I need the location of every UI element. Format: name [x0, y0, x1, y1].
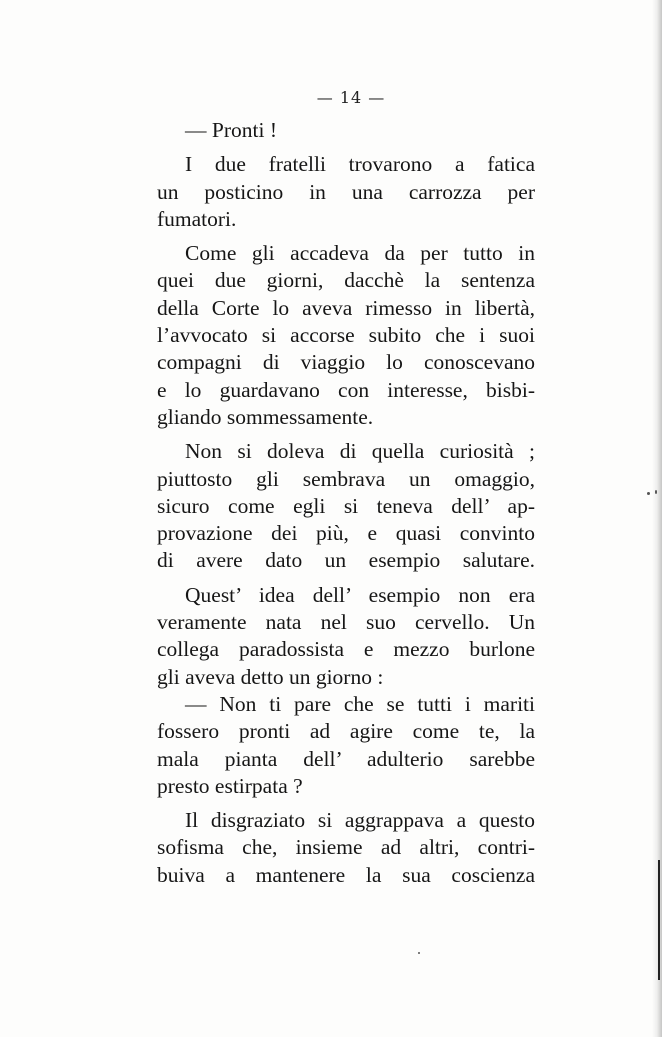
text-line: mala pianta dell’ adulterio sarebbe [157, 746, 535, 771]
text-line: I due fratelli trovarono a fatica [185, 152, 535, 177]
text-line: un posticino in una carrozza per [157, 179, 535, 204]
text-line: compagni di viaggio lo conoscevano [157, 350, 535, 375]
text-line: quei due giorni, dacchè la sentenza [157, 268, 535, 293]
text-line: sofisma che, insieme ad altri, contri- [157, 835, 535, 860]
text-line: — Non ti pare che se tutti i mariti [185, 691, 535, 716]
text-line: fumatori. [157, 206, 237, 231]
text-line: e lo guardavano con interesse, bisbi- [157, 377, 535, 402]
text-line: l’avvocato si accorse subito che i suoi [157, 323, 535, 348]
page-number: — 14 — [316, 88, 386, 107]
text-line: presto estirpata ? [157, 773, 303, 798]
text-line: fossero pronti ad agire come te, la [157, 719, 535, 744]
text-line: veramente nata nel suo cervello. Un [157, 610, 535, 635]
body-text [157, 117, 535, 889]
page-edge-shadow [652, 0, 662, 1037]
text-line: collega paradossista e mezzo burlone [157, 637, 535, 662]
text-line: gliando sommessamente. [157, 404, 374, 429]
text-line: di avere dato un esempio salutare. [157, 548, 535, 573]
text-line: Quest’ idea dell’ esempio non era [185, 582, 535, 607]
text-line: — Pronti ! [185, 118, 277, 142]
ink-speck [418, 952, 420, 954]
text-line: buiva a mantenere la sua coscienza [157, 862, 535, 887]
ink-speck [647, 492, 650, 495]
ink-speck [655, 490, 657, 494]
text-line: sicuro come egli si teneva dell’ ap- [157, 493, 535, 518]
text-line: Il disgraziato si aggrappava a questo [185, 808, 535, 833]
text-line: della Corte lo aveva rimesso in libertà, [157, 295, 535, 320]
text-line: Non si doleva di quella curiosità ; [185, 439, 535, 464]
text-line: piuttosto gli sembrava un omaggio, [157, 466, 535, 491]
page-edge-line [658, 860, 660, 980]
text-line: gli aveva detto un giorno : [157, 664, 384, 689]
text-line: provazione dei più, e quasi convinto [157, 521, 535, 546]
text-line: Come gli accadeva da per tutto in [185, 241, 535, 266]
